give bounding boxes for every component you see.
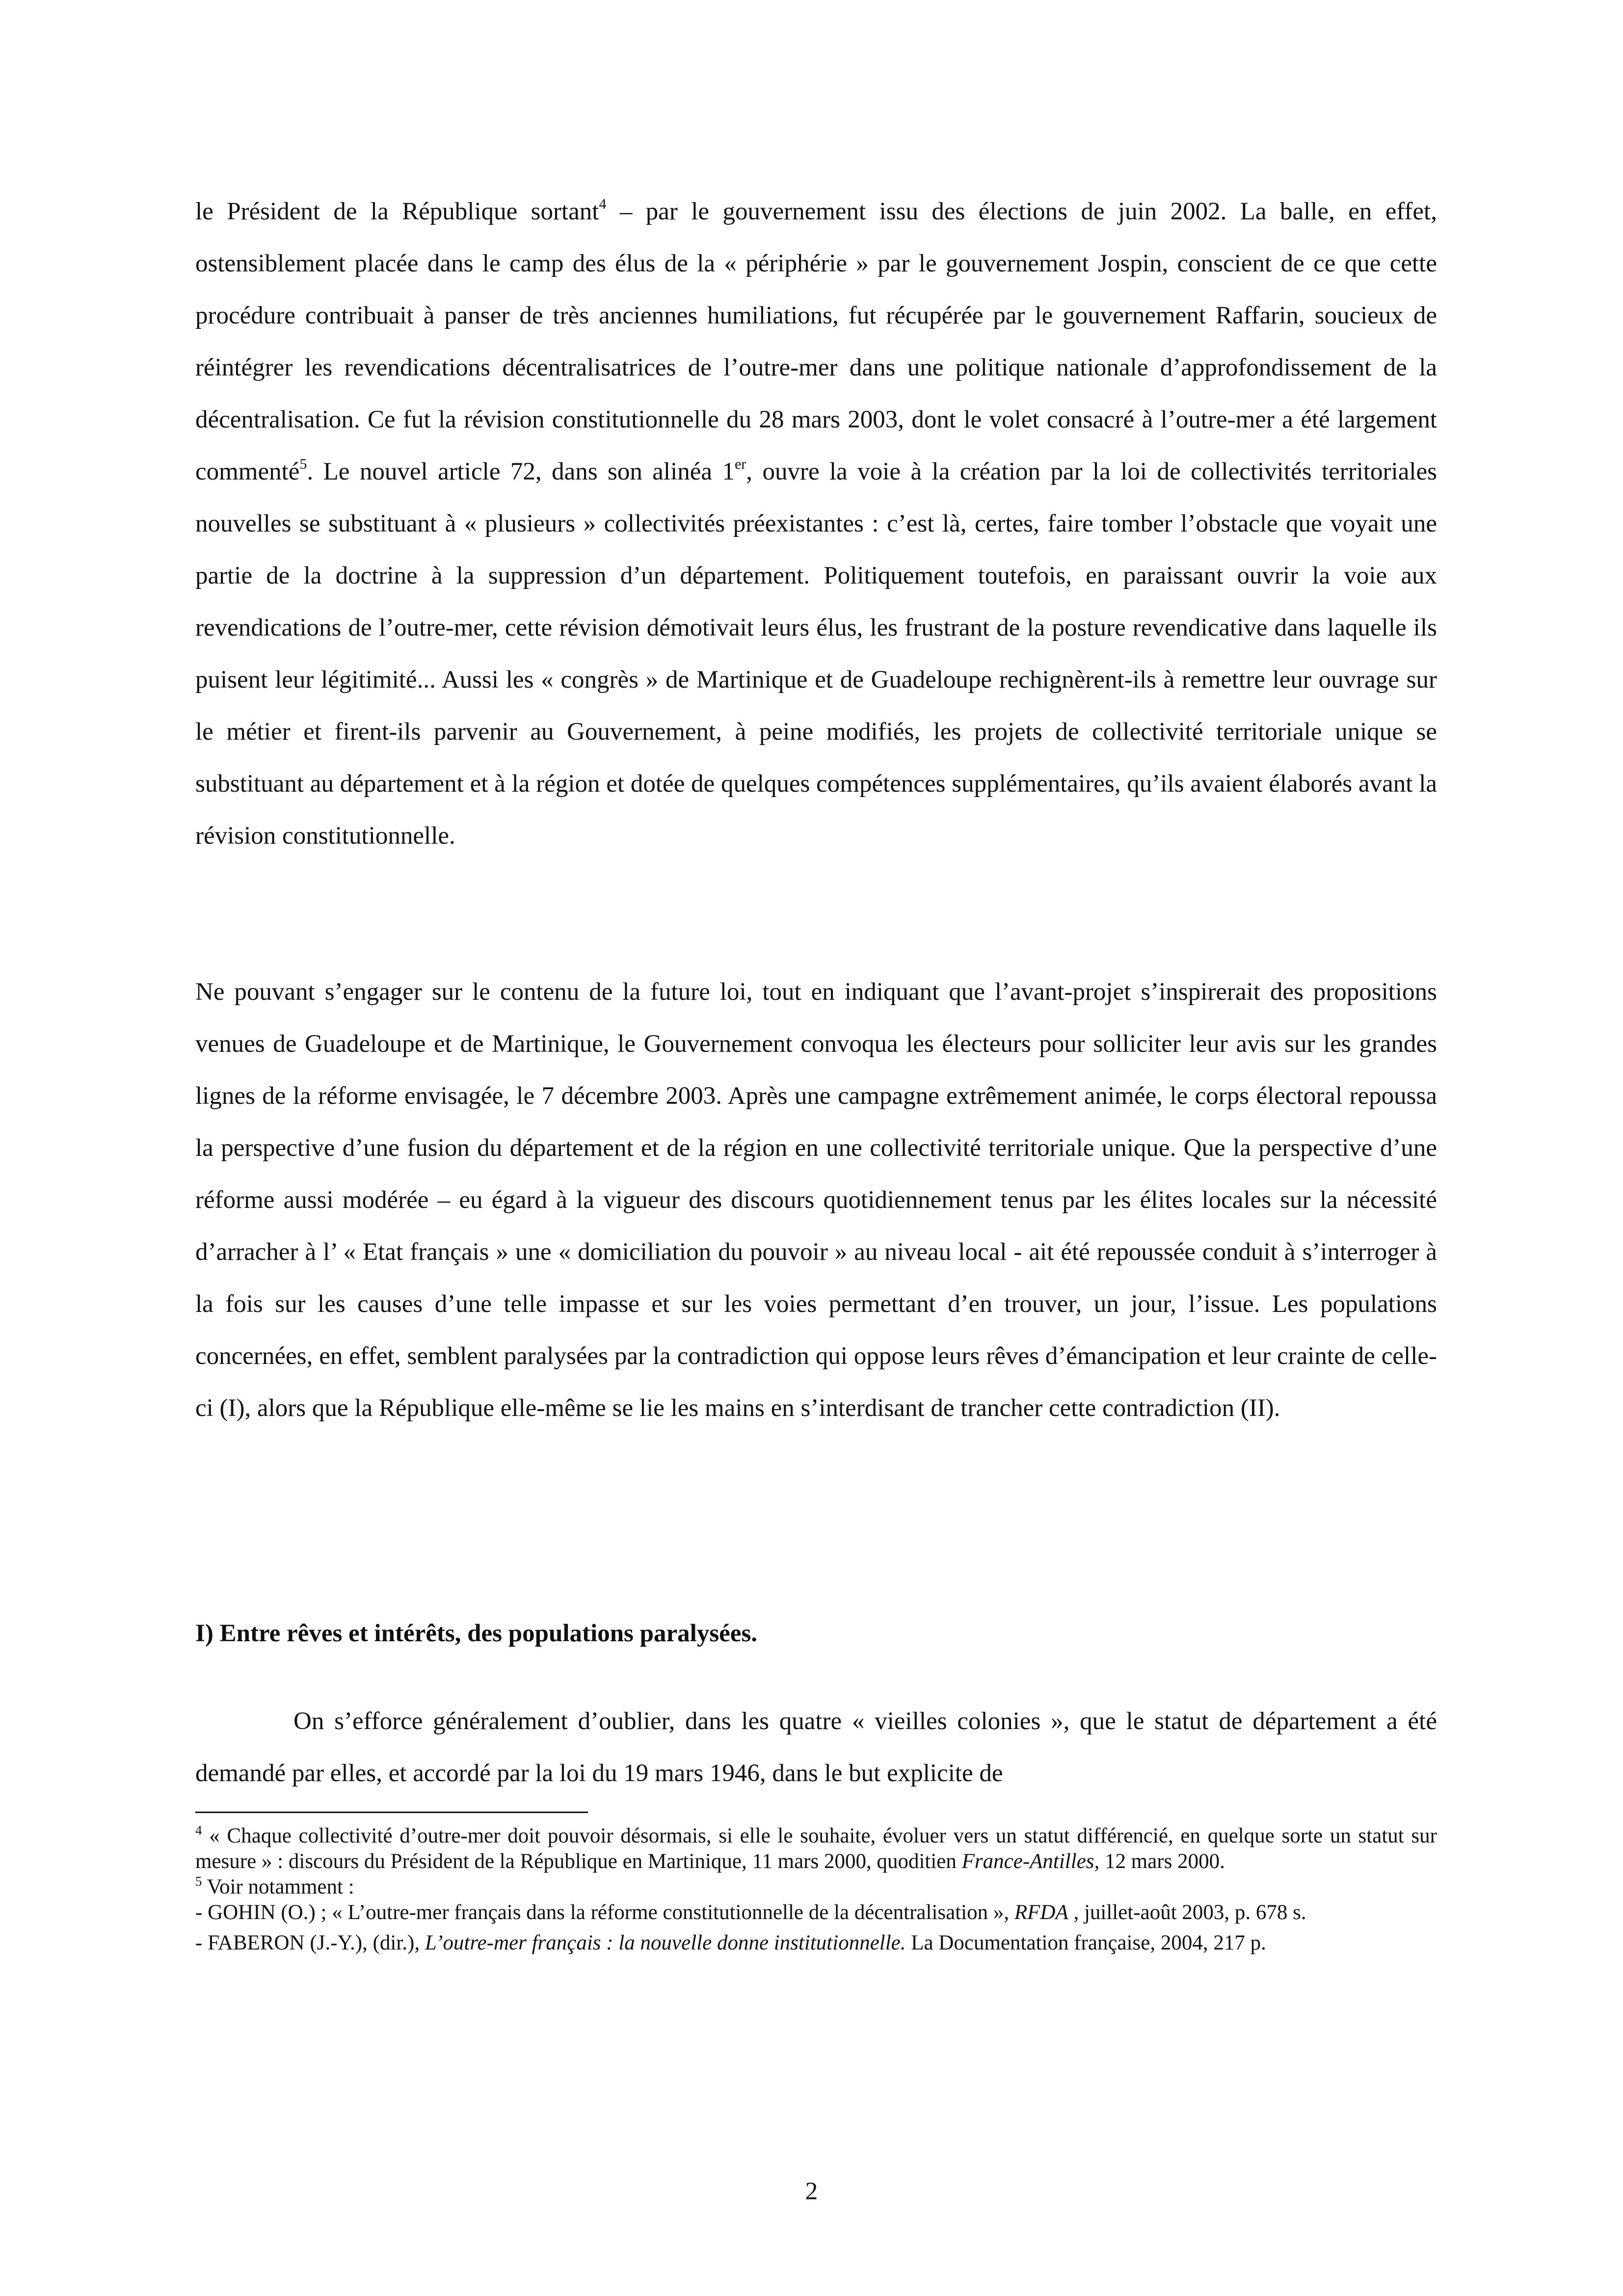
footnote-text: - FABERON (J.-Y.), (dir.), bbox=[195, 1931, 425, 1954]
text-run: – par le gouvernement issu des élections de juin 2002. La balle, en effet, ostensiblement placée dans le camp des élus de la « périphérie » par le gouvernement Jospin, conscient de ce que cette procédure contribuait à panser de très anciennes humiliations, fut récupérée par le gouvernement Raffarin, soucieux de réintégrer les revendications décentralisatrices de l’outre-mer dans une politique nationale d’approfondissement de la décentralisation. Ce fut la révision constitutionnelle du 28 mars 2003, dont le volet consacré à l’outre-mer a été largement commenté bbox=[195, 198, 1437, 485]
footnote-text: 12 mars 2000. bbox=[1099, 1850, 1225, 1873]
footnote-ref-5[interactable]: 5 bbox=[299, 456, 307, 472]
footnote-text: La Documentation française, 2004, 217 p. bbox=[905, 1931, 1266, 1954]
footnote-text: Voir notamment : bbox=[202, 1875, 354, 1898]
footnote-source: France-Antilles, bbox=[961, 1850, 1100, 1873]
paragraph-3 bbox=[195, 1695, 1437, 1799]
text-run: , ouvre la voie à la création par la loi de collectivités territoriales nouvelles se substituant à « plusieurs » collectivités préexistantes : c’est là, certes, faire tomber l’obstacle que voyait une partie de la doctrine à la suppression d’un département. Politiquement toutefois, en paraissant ouvrir la voie aux revendications de l’outre-mer, cette révision démotivait leurs élus, les frustrant de la posture revendicative dans laquelle ils puisent leur légitimité... Aussi les « congrès » de Martinique et de Guadeloupe rechignèrent-ils à remettre leur ouvrage sur le métier et firent-ils parvenir au Gouvernement, à peine modifiés, les projets de collectivité territoriale unique se substituant au département et à la région et dotée de quelques compétences supplémentaires, qu’ils avaient élaborés avant la révision constitutionnelle. bbox=[195, 458, 1437, 850]
footnote-book-title: L’outre-mer français : la nouvelle donne institutionnelle. bbox=[425, 1931, 906, 1954]
paragraph-2-text: Ne pouvant s’engager sur le contenu de la future loi, tout en indiquant que l’avant-projet s’inspirerait des propositions venues de Guadeloupe et de Martinique, le Gouvernement convoqua les électeurs pour solliciter leur avis sur les grandes lignes de la réforme envisagée, le 7 décembre 2003. Après une campagne extrêmement animée, le corps électoral repoussa la perspective d’une fusion du département et de la région en une collectivité territoriale unique. Que la perspective d’une réforme aussi modérée – eu égard à la vigueur des discours quotidiennement tenus par les élites locales sur la nécessité d’arracher à l’ « Etat français » une « domiciliation du pouvoir » au niveau local - ait été repoussée conduit à s’interroger à la fois sur les causes d’une telle impasse et sur les voies permettant d’en trouver, un jour, l’issue. Les populations concernées, en effet, semblent paralysées par la contradiction qui oppose leurs rêves d’émancipation et leur crainte de celle-ci (I), alors que la République elle-même se lie les mains en s’interdisant de trancher cette contradiction (II). bbox=[195, 978, 1437, 1422]
footnote-number-5: 5 bbox=[195, 1874, 202, 1889]
footnote-5-item-1 bbox=[195, 1900, 1437, 1925]
footnote-5 bbox=[195, 1874, 1437, 1900]
text-run: le Président de la République sortant bbox=[195, 198, 599, 225]
paragraph-3-text: On s’efforce généralement d’oublier, dans les quatre « vieilles colonies », que le statut de département a été demandé par elles, et accordé par la loi du 19 mars 1946, dans le but explicite de bbox=[195, 1708, 1437, 1787]
footnote-text: « Chaque collectivité d’outre-mer doit pouvoir désormais, si elle le souhaite, évoluer vers un statut différencié, en quelque sorte un statut sur mesure » : discours du Président de la République en Martinique, 11 mars 2000, quoditien bbox=[195, 1824, 1437, 1873]
footnote-text: , juillet-août 2003, p. 678 s. bbox=[1068, 1901, 1306, 1924]
footnote-separator bbox=[195, 1812, 588, 1813]
text-run: . Le nouvel article 72, dans son alinéa 1 bbox=[307, 458, 735, 485]
footnote-number-4: 4 bbox=[195, 1823, 202, 1838]
paragraph-2 bbox=[195, 966, 1437, 1434]
footnote-4 bbox=[195, 1823, 1437, 1874]
footnotes bbox=[195, 1823, 1437, 1956]
ordinal-superscript: er bbox=[734, 456, 746, 472]
footnote-journal: RFDA bbox=[1014, 1901, 1068, 1924]
footnote-text: - GOHIN (O.) ; « L’outre-mer français dans la réforme constitutionnelle de la décentralisation », bbox=[195, 1901, 1014, 1924]
page-number: 2 bbox=[805, 2178, 818, 2205]
footnote-ref-4[interactable]: 4 bbox=[599, 196, 607, 212]
footnote-5-item-2 bbox=[195, 1930, 1437, 1956]
section-heading: I) Entre rêves et intérêts, des populations paralysées. bbox=[195, 1620, 758, 1647]
paragraph-1 bbox=[195, 186, 1437, 862]
